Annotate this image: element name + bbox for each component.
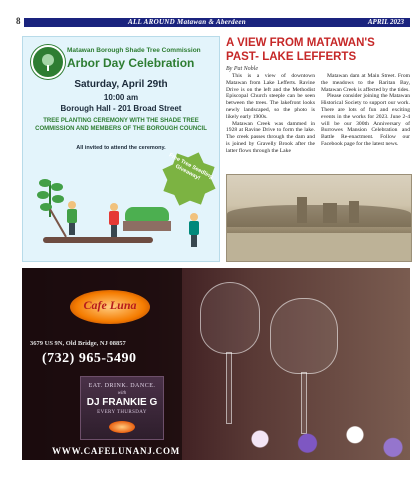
promo-day: EVERY THURSDAY: [97, 410, 147, 415]
plants-illustration-icon: [125, 207, 169, 221]
article-title: A VIEW FROM MATAWAN'S PAST- LAKE LEFFERTS: [226, 37, 375, 63]
arbor-day-flyer: [22, 36, 220, 262]
article-byline: By Pat Noble: [226, 66, 258, 72]
flyer-invite: All invited to attend the ceremony.: [76, 145, 166, 151]
article-paragraph: This is a view of downtown Matawan from Lake Lefferts. Ravine Drive is on the left and the Methodist Episcopal Church steeple can be seen between the trees. The lakefront looks newly landscaped, so the photo is likely early 1900s.: [226, 73, 315, 120]
flyer-place: Borough Hall - 201 Broad Street: [60, 104, 182, 113]
flyer-ceremony: TREE PLANTING CEREMONY WITH THE SHADE TREE COMMISSION AND MEMBERS OF THE BOROUGH COUNCIL: [35, 118, 207, 132]
planter-icon: [123, 221, 171, 231]
flyer-date: Saturday, April 29th: [74, 79, 168, 90]
wine-glass-icon: [200, 282, 260, 354]
article-column-1: [226, 73, 315, 173]
article-column-2: [321, 73, 410, 173]
article-paragraph: Matawan dam at Main Street. From the meadows to the Raritan Bay, Matawan Creek is affected by the tides.: [321, 73, 410, 93]
article-body: [226, 73, 410, 173]
person-illustration-icon: [67, 201, 77, 235]
historic-lake-photo: [226, 174, 412, 262]
flyer-commission: Matawan Borough Shade Tree Commission: [67, 47, 201, 54]
article-paragraph: Matawan Creek was dammed in 1928 at Ravine Drive to form the lake. The creek passes through the dam and is joined by Gravelly Brook after the latter flows through the Lake: [226, 120, 315, 154]
child-illustration-icon: [109, 203, 119, 237]
dj-promo-box: [80, 376, 164, 440]
publication-name: ALL AROUND Matawan & Aberdeen: [128, 18, 246, 26]
wine-glass-icon: [270, 298, 338, 374]
article-paragraph: Please consider joining the Matawan Historical Society to support our work. There are lots of fun and exciting events in the works for 2023. June 2-4 will be our 300th Anniversary of Burrowes Mansion Celebration and Battle Re-enactment. Follow our Facebook page for the latest news.: [321, 93, 410, 147]
page-header: [16, 14, 410, 30]
promo-with: with: [117, 391, 127, 396]
flyer-title: Arbor Day Celebration: [67, 56, 195, 70]
flyer-giveaway: Free Tree Seedling Giveaway!: [167, 152, 214, 182]
newspaper-page: [16, 14, 410, 460]
gardener-illustration-icon: [189, 213, 199, 247]
ad-address: 3679 US 9N, Old Bridge, NJ 08857: [30, 340, 126, 347]
issue-date: APRIL 2023: [367, 18, 404, 26]
promo-tagline: EAT. DRINK. DANCE.: [88, 383, 156, 389]
flyer-time: 10:00 am: [103, 93, 139, 102]
flowers-decoration: [222, 418, 410, 460]
page-number: 8: [16, 16, 21, 26]
header-bar: [24, 18, 410, 27]
ground-illustration: [43, 237, 153, 243]
promo-logo-icon: [109, 421, 135, 433]
ad-website: WWW.CAFELUNANJ.COM: [52, 446, 181, 456]
shade-tree-commission-seal-icon: [31, 45, 65, 79]
cafe-luna-logo-text: Cafe Luna: [83, 298, 137, 312]
ad-phone: (732) 965-5490: [42, 351, 137, 366]
promo-dj: DJ FRANKIE G: [86, 397, 158, 408]
cafe-luna-advertisement: [22, 268, 410, 460]
